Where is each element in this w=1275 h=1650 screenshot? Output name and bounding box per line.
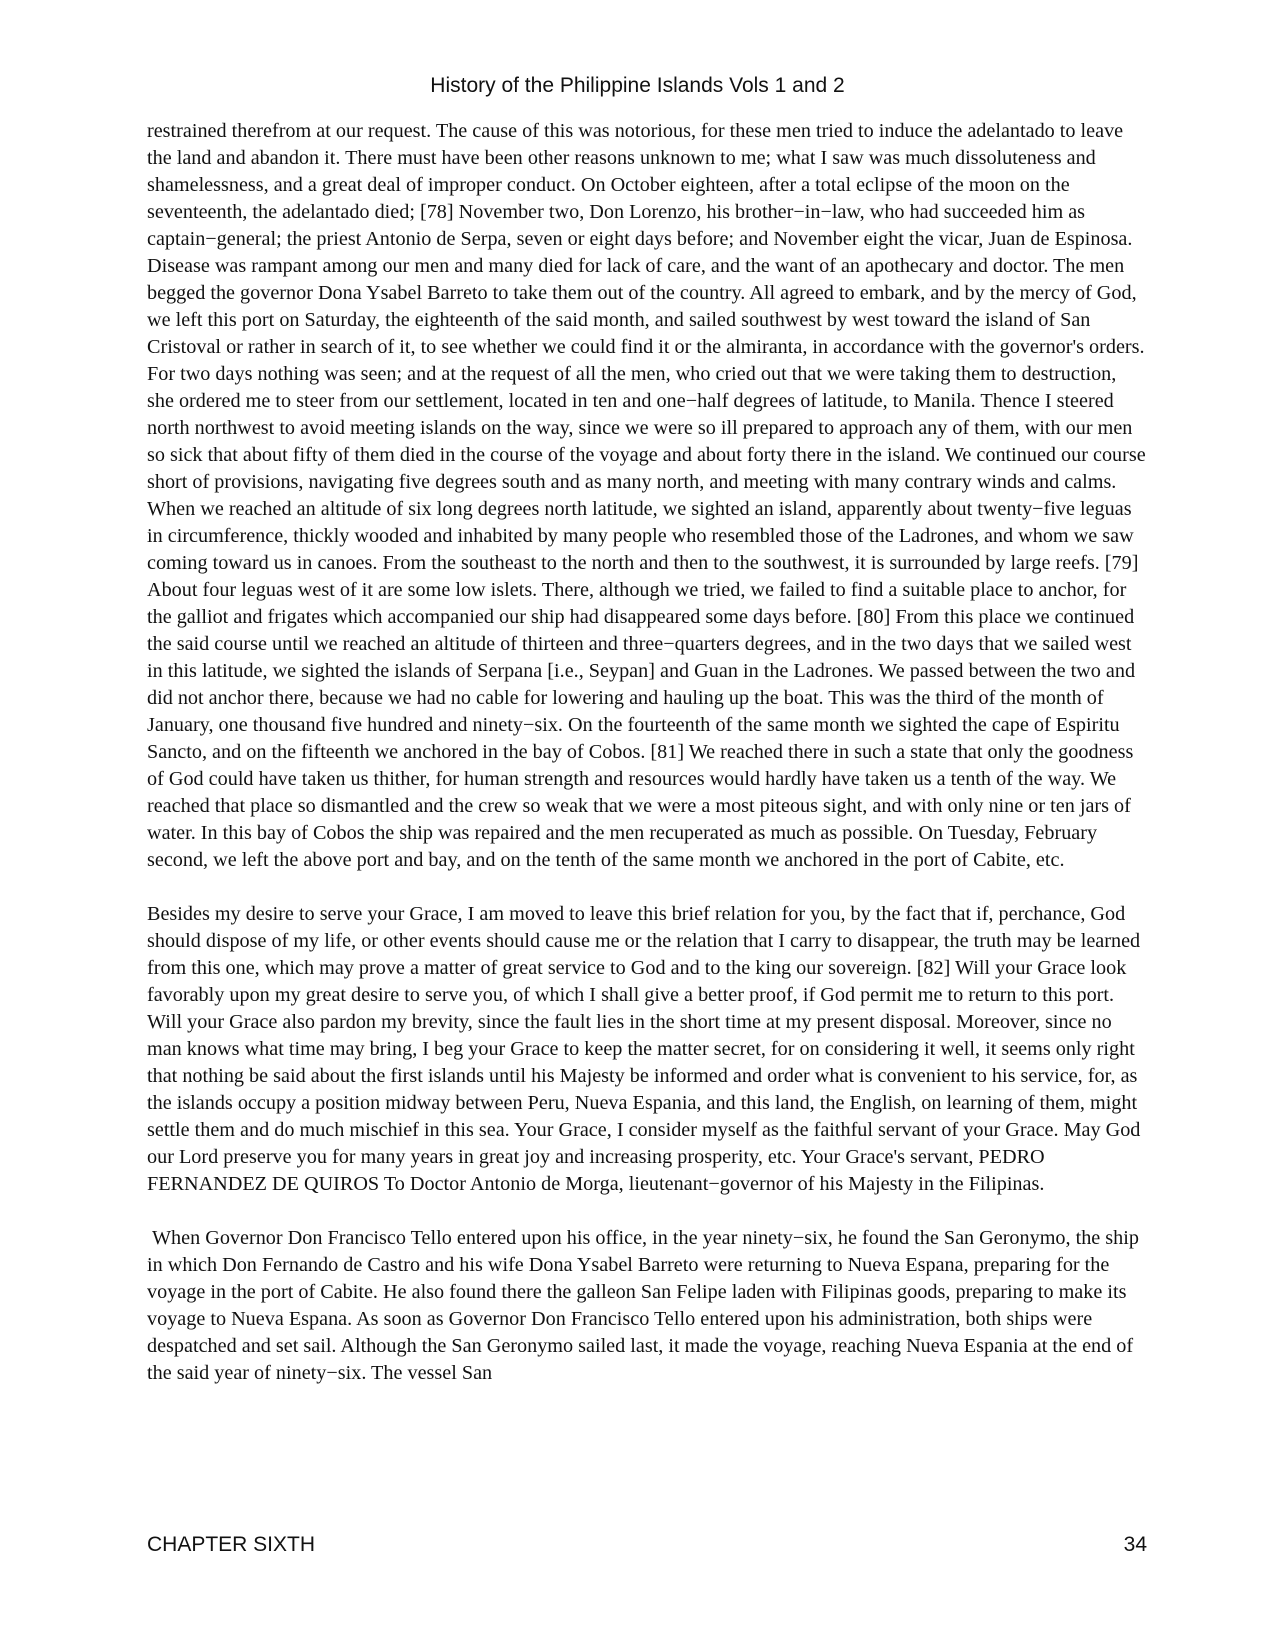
paragraph-2: Besides my desire to serve your Grace, I am moved to leave this brief relation for you, by the fact that if, perchance, God should dispose of my life, or other events should cause me or the relation that I carry to disappear, the truth may be learned from this one, which may prove a matter of great service to God and to the king our sovereign. [82] Will your Grace look favorably upon my great desire to serve you, of which I shall give a better proof, if God permit me to return to this port. Will your Grace also pardon my brevity, since the fault lies in the short time at my present disposal. Moreover, since no man knows what time may bring, I beg your Grace to keep the matter secret, for on considering it well, it seems only right that nothing be said about the first islands until his Majesty be informed and order what is convenient to his service, for, as the islands occupy a position midway between Peru, Nueva Espania, and this land, the English, on learning of them, might settle them and do much mischief in this sea. Your Grace, I consider myself as the faithful servant of your Grace. May God our Lord preserve you for many years in great joy and increasing prosperity, etc. Your Grace's servant, PEDRO FERNANDEZ DE QUIROS To Doctor Antonio de Morga, lieutenant−governor of his Majesty in the Filipinas. — [147, 903, 1141, 1195]
paragraph-1: restrained therefrom at our request. The cause of this was notorious, for these men tried to induce the adelantado to leave the land and abandon it. There must have been other reasons unknown to me; what I saw was much dissoluteness and shamelessness, and a great deal of improper conduct. On October eighteen, after a total eclipse of the moon on the seventeenth, the adelantado died; [78] November two, Don Lorenzo, his brother−in−law, who had succeeded him as captain−general; the priest Antonio de Serpa, seven or eight days before; and November eight the vicar, Juan de Espinosa. Disease was rampant among our men and many died for lack of care, and the want of an apothecary and doctor. The men begged the governor Dona Ysabel Barreto to take them out of the country. All agreed to embark, and by the mercy of God, we left this port on Saturday, the eighteenth of the said month, and sailed southwest by west toward the island of San Cristoval or rather in search of it, to see whether we could find it or the almiranta, in accordance with the governor's orders. For two days nothing was seen; and at the request of all the men, who cried out that we were taking them to destruction, she ordered me to steer from our settlement, located in ten and one−half degrees of latitude, to Manila. Thence I steered north northwest to avoid meeting islands on the way, since we were so ill prepared to approach any of them, with our men so sick that about fifty of them died in the course of the voyage and about forty there in the island. We continued our course short of provisions, navigating five degrees south and as many north, and meeting with many contrary winds and calms. When we reached an altitude of six long degrees north latitude, we sighted an island, apparently about twenty−five leguas in circumference, thickly wooded and inhabited by many people who resembled those of the Ladrones, and whom we saw coming toward us in canoes. From the southeast to the north and then to the southwest, it is surrounded by large reefs. [79] About four leguas west of it are some low islets. There, although we tried, we failed to find a suitable place to anchor, for the galliot and frigates which accompanied our ship had disappeared some days before. [80] From this place we continued the said course until we reached an altitude of thirteen and three−quarters degrees, and in the two days that we sailed west in this latitude, we sighted the islands of Serpana [i.e., Seypan] and Guan in the Ladrones. We passed between the two and did not anchor there, because we had no cable for lowering and hauling up the boat. This was the third of the month of January, one thousand five hundred and ninety−six. On the fourteenth of the same month we sighted the cape of Espiritu Sancto, and on the fifteenth we anchored in the bay of Cobos. [81] We reached there in such a state that only the goodness of God could have taken us thither, for human strength and resources would hardly have taken us a tenth of the way. We reached that place so dismantled and the crew so weak that we were a most piteous sight, and with only nine or ten jars of water. In this bay of Cobos the ship was repaired and the men recuperated as much as possible. On Tuesday, February second, we left the above port and bay, and on the tenth of the same month we anchored in the port of Cabite, etc. — [147, 120, 1146, 871]
footer-chapter: CHAPTER SIXTH — [147, 1533, 316, 1556]
running-header: History of the Philippine Islands Vols 1 and 2 — [430, 74, 845, 97]
body-text — [147, 118, 1147, 1414]
paragraph-3: When Governor Don Francisco Tello entered upon his office, in the year ninety−six, he found the San Geronymo, the ship in which Don Fernando de Castro and his wife Dona Ysabel Barreto were returning to Nueva Espana, preparing for the voyage in the port of Cabite. He also found there the galleon San Felipe laden with Filipinas goods, preparing to make its voyage to Nueva Espana. As soon as Governor Don Francisco Tello entered upon his administration, both ships were despatched and set sail. Although the San Geronymo sailed last, it made the voyage, reaching Nueva Espania at the end of the said year of ninety−six. The vessel San — [147, 1227, 1139, 1384]
footer-page-number: 34 — [1123, 1533, 1147, 1556]
